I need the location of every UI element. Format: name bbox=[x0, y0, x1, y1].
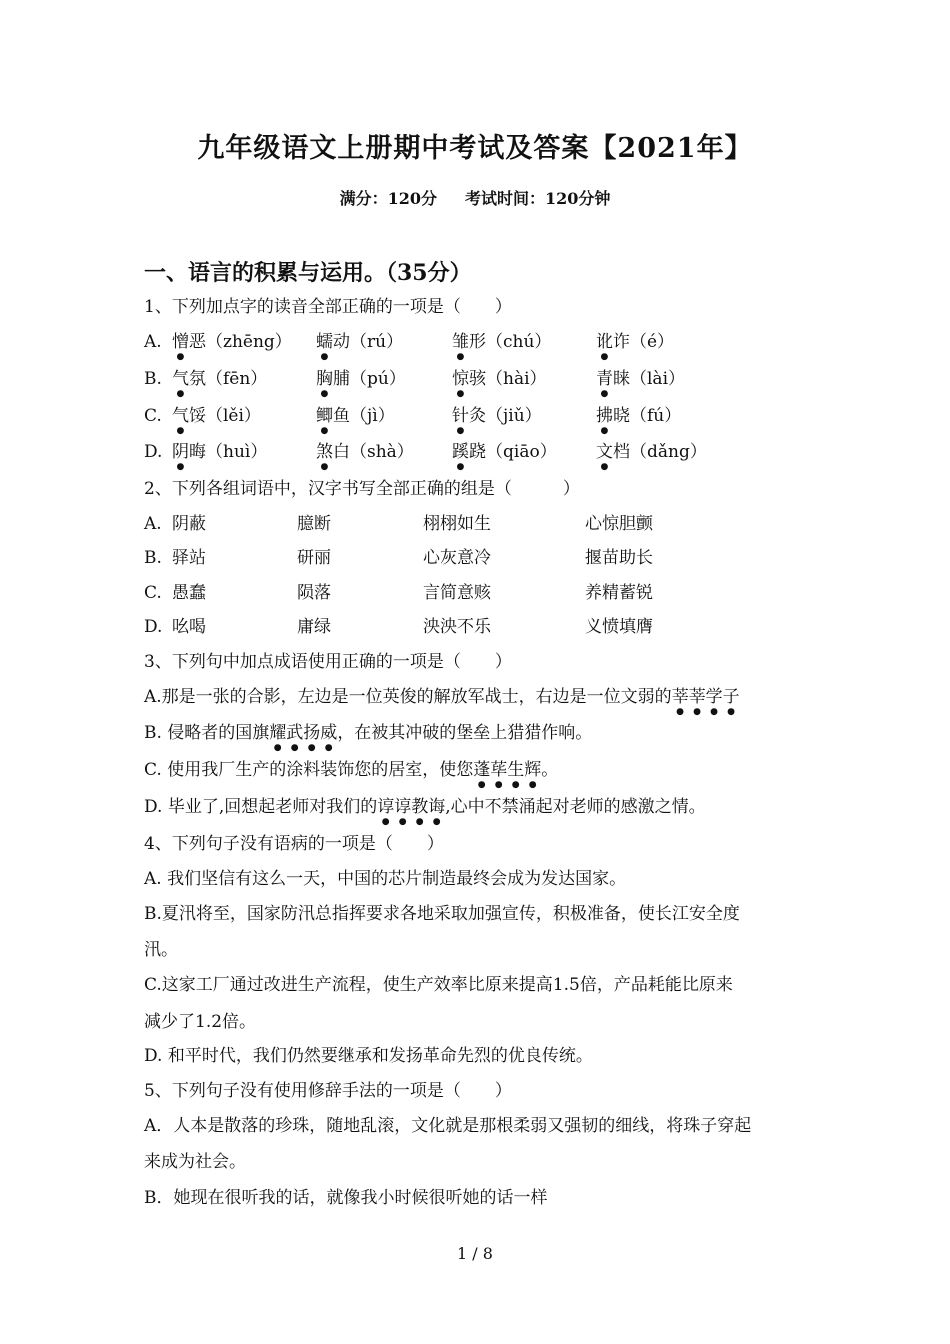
word-item: 养精蓄锐 bbox=[585, 583, 653, 603]
question-1-stem: 1、下列加点字的读音全部正确的一项是（ ） bbox=[144, 297, 512, 317]
pinyin-item: 蹊跷（qiāo） bbox=[452, 442, 557, 462]
word-item: 愚蠢 bbox=[172, 583, 206, 603]
pinyin-item: 煞白（shà） bbox=[316, 442, 414, 462]
word-item: 心惊胆颤 bbox=[585, 514, 653, 534]
page-title: 九年级语文上册期中考试及答案【2021年】 bbox=[197, 133, 753, 164]
question-3-stem: 3、下列句中加点成语使用正确的一项是（ ） bbox=[144, 652, 512, 672]
exam-time: 考试时间：120分钟 bbox=[465, 189, 611, 208]
pinyin-item: 讹诈（é） bbox=[596, 332, 675, 352]
question-4-stem: 4、下列句子没有语病的一项是（ ） bbox=[144, 834, 444, 854]
question-3-option-b: B. 侵略者的国旗耀武扬威，在被其冲破的堡垒上猎猎作响。 bbox=[144, 723, 593, 743]
word-item: 言简意赅 bbox=[423, 583, 491, 603]
word-item: 揠苗助长 bbox=[585, 548, 653, 568]
pinyin-item: 蠕动（rú） bbox=[316, 332, 404, 352]
question-4-option-c: C.这家工厂通过改进生产流程，使生产效率比原来提高1.5倍，产品耗能比原来 bbox=[144, 975, 733, 995]
word-item: 吆喝 bbox=[172, 617, 206, 637]
option-label: C. bbox=[144, 583, 162, 603]
option-label: A. bbox=[144, 514, 162, 534]
pinyin-item: 雏形（chú） bbox=[452, 332, 552, 352]
option-label: C. bbox=[144, 406, 162, 426]
section-heading: 一、语言的积累与运用。（35分） bbox=[144, 260, 472, 286]
pinyin-item: 惊骇（hài） bbox=[452, 369, 547, 389]
question-5-option-a-cont: 来成为社会。 bbox=[144, 1152, 246, 1172]
option-label: B. bbox=[144, 369, 162, 389]
option-label: B. bbox=[144, 548, 162, 568]
exam-info bbox=[0, 186, 950, 209]
pinyin-item: 拂晓（fú） bbox=[596, 406, 682, 426]
word-item: 心灰意冷 bbox=[423, 548, 491, 568]
pinyin-item: 阴晦（huì） bbox=[172, 442, 268, 462]
question-4-option-b: B.夏汛将至，国家防汛总指挥要求各地采取加强宣传，积极准备，使长江安全度 bbox=[144, 904, 740, 924]
question-5-stem: 5、下列句子没有使用修辞手法的一项是（ ） bbox=[144, 1081, 512, 1101]
question-3-option-c: C. 使用我厂生产的涂料装饰您的居室，使您蓬荜生辉。 bbox=[144, 760, 559, 780]
pinyin-item: 气氛（fēn） bbox=[172, 369, 268, 389]
word-item: 驿站 bbox=[172, 548, 206, 568]
pinyin-item: 青睐（lài） bbox=[596, 369, 686, 389]
pinyin-item: 憎恶（zhēng） bbox=[172, 332, 292, 352]
option-label: D. bbox=[144, 442, 163, 462]
question-3-option-a: A.那是一张的合影，左边是一位英俊的解放军战士，右边是一位文弱的莘莘学子 bbox=[144, 687, 740, 707]
pinyin-item: 胸脯（pú） bbox=[316, 369, 406, 389]
word-item: 庸绿 bbox=[297, 617, 331, 637]
question-2-stem: 2、下列各组词语中，汉字书写全部正确的组是（ ） bbox=[144, 479, 580, 499]
pinyin-item: 气馁（lěi） bbox=[172, 406, 261, 426]
word-item: 阴蔽 bbox=[172, 514, 206, 534]
pinyin-item: 针灸（jiǔ） bbox=[452, 406, 542, 426]
question-4-option-c-cont: 减少了1.2倍。 bbox=[144, 1012, 257, 1032]
question-4-option-b-cont: 汛。 bbox=[144, 940, 178, 960]
full-score: 满分：120分 bbox=[339, 189, 437, 208]
word-item: 义愤填膺 bbox=[585, 617, 653, 637]
option-label: A. bbox=[144, 332, 162, 352]
word-item: 陨落 bbox=[297, 583, 331, 603]
word-item: 研丽 bbox=[297, 548, 331, 568]
question-5-option-a: A．人本是散落的珍珠，随地乱滚，文化就是那根柔弱又强韧的细线，将珠子穿起 bbox=[144, 1116, 752, 1136]
word-item: 栩栩如生 bbox=[423, 514, 491, 534]
option-label: D. bbox=[144, 617, 163, 637]
word-item: 臆断 bbox=[297, 514, 331, 534]
pinyin-item: 鲫鱼（jì） bbox=[316, 406, 395, 426]
question-5-option-b: B．她现在很听我的话，就像我小时候很听她的话一样 bbox=[144, 1188, 548, 1208]
question-3-option-d: D. 毕业了,回想起老师对我们的谆谆教诲,心中不禁涌起对老师的感激之情。 bbox=[144, 797, 706, 817]
word-item: 泱泱不乐 bbox=[423, 617, 491, 637]
question-4-option-a: A. 我们坚信有这么一天，中国的芯片制造最终会成为发达国家。 bbox=[144, 869, 627, 889]
page-number: 1 / 8 bbox=[457, 1244, 493, 1263]
question-4-option-d: D. 和平时代，我们仍然要继承和发扬革命先烈的优良传统。 bbox=[144, 1046, 593, 1066]
pinyin-item: 文档（dǎng） bbox=[596, 442, 707, 462]
